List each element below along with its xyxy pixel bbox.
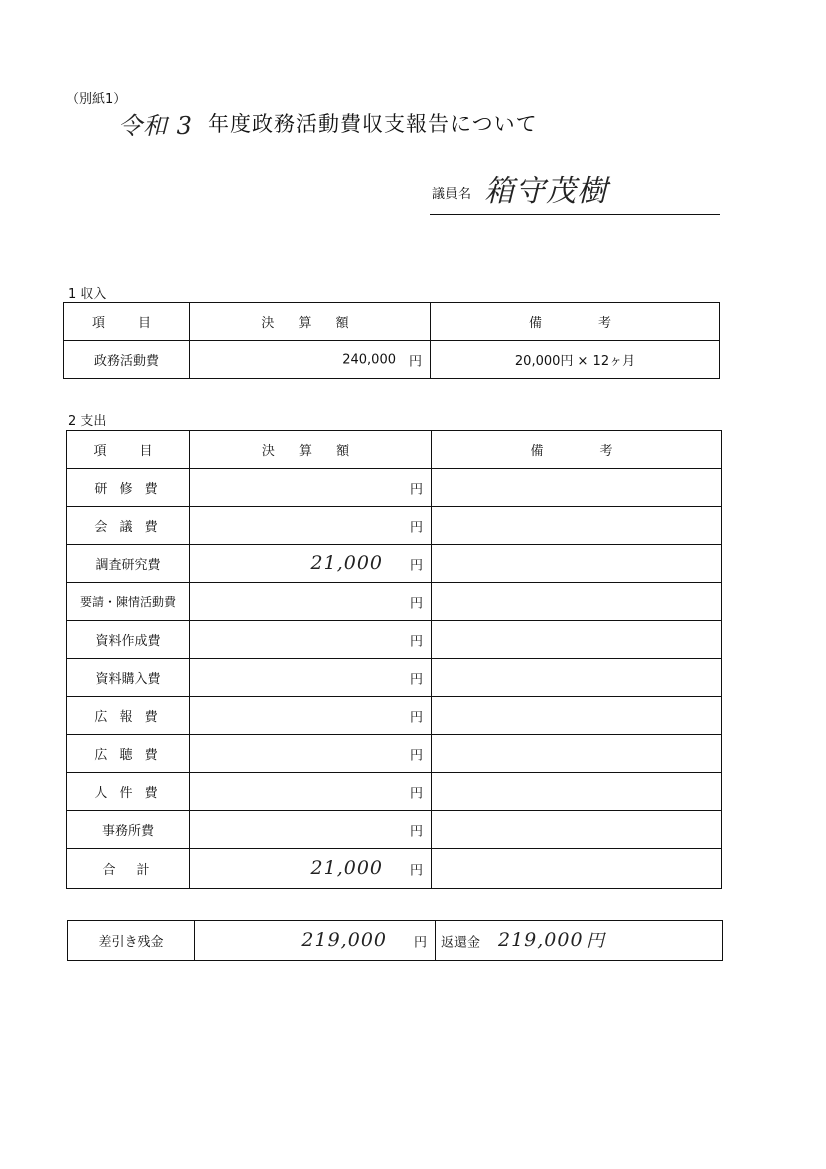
page-title: 年度政務活動費収支報告について (208, 112, 538, 136)
expense-total-unit: 円 (409, 863, 423, 878)
expense-unit: 円 (409, 634, 423, 649)
income-header-note: 備 考 (431, 303, 720, 341)
expenses-table (66, 430, 722, 889)
expense-amount-cell (190, 507, 432, 545)
expense-row (67, 811, 722, 849)
expense-note (432, 469, 722, 507)
income-header-item: 項 目 (64, 303, 190, 341)
expense-row (67, 507, 722, 545)
expense-unit: 円 (409, 748, 423, 763)
expense-item: 資料作成費 (67, 621, 190, 659)
expense-note (432, 773, 722, 811)
expense-item: 要請・陳情活動費 (67, 583, 190, 621)
expense-amount-cell (190, 811, 432, 849)
expense-item: 資料購入費 (67, 659, 190, 697)
expense-amount-cell (190, 621, 432, 659)
income-amount: 240,000 (342, 352, 396, 367)
expense-row (67, 697, 722, 735)
member-label: 議員名 (432, 187, 472, 202)
member-name-handwritten: 箱守茂樹 (484, 174, 608, 209)
expense-item: 広 聴 費 (67, 735, 190, 773)
balance-unit: 円 (413, 935, 427, 950)
income-header-amount: 決 算 額 (190, 303, 431, 341)
expense-item: 事務所費 (67, 811, 190, 849)
income-table (63, 302, 720, 379)
expense-unit: 円 (409, 482, 423, 497)
expenses-section-label: 2 支出 (68, 414, 107, 429)
expense-row (67, 621, 722, 659)
expenses-header-note: 備 考 (432, 431, 722, 469)
expense-amount-cell (190, 735, 432, 773)
expense-unit: 円 (409, 672, 423, 687)
attachment-label: （別紙1） (66, 92, 127, 107)
expense-item: 研 修 費 (67, 469, 190, 507)
expense-amount-cell (190, 469, 432, 507)
income-note: 20,000円 × 12ヶ月 (431, 341, 720, 379)
expense-total-handwritten: 21,000 (310, 856, 383, 879)
expense-note (432, 735, 722, 773)
expense-note (432, 811, 722, 849)
expense-note (432, 659, 722, 697)
income-unit: 円 (408, 354, 422, 369)
expense-unit: 円 (409, 558, 423, 573)
expense-row (67, 735, 722, 773)
expense-unit: 円 (409, 786, 423, 801)
expense-unit: 円 (409, 710, 423, 725)
era-handwritten: 令和 3 (118, 112, 193, 140)
refund-label: 返還金 (441, 935, 481, 950)
expense-item: 人 件 費 (67, 773, 190, 811)
expense-note (432, 697, 722, 735)
balance-amount-handwritten: 219,000 (301, 928, 387, 951)
income-amount-cell (190, 341, 431, 379)
refund-unit-handwritten: 円 (586, 930, 605, 952)
balance-amount-cell (195, 921, 436, 961)
expense-note (432, 583, 722, 621)
expense-item: 調査研究費 (67, 545, 190, 583)
expense-row (67, 545, 722, 583)
expense-amount-cell (190, 545, 432, 583)
expense-total-cell (190, 849, 432, 889)
expense-total-row (67, 849, 722, 889)
balance-label: 差引き残金 (68, 921, 195, 961)
refund-cell (436, 921, 723, 961)
expense-row (67, 659, 722, 697)
expense-item: 会 議 費 (67, 507, 190, 545)
refund-amount-handwritten: 219,000 (498, 928, 584, 951)
expense-amount-cell (190, 697, 432, 735)
expenses-header-item: 項 目 (67, 431, 190, 469)
expense-amount-cell (190, 583, 432, 621)
expense-amount-cell (190, 659, 432, 697)
expense-amount-cell (190, 773, 432, 811)
expense-note (432, 621, 722, 659)
expenses-header-amount: 決 算 額 (190, 431, 432, 469)
income-item: 政務活動費 (64, 341, 190, 379)
income-section-label: 1 収入 (68, 287, 107, 302)
expense-total-label: 合 計 (67, 849, 190, 889)
expense-row (67, 583, 722, 621)
expense-note (432, 545, 722, 583)
expense-item: 広 報 費 (67, 697, 190, 735)
expense-row (67, 469, 722, 507)
expense-unit: 円 (409, 520, 423, 535)
expense-unit: 円 (409, 596, 423, 611)
expense-total-note (432, 849, 722, 889)
expense-note (432, 507, 722, 545)
expense-unit: 円 (409, 824, 423, 839)
expense-amount-handwritten: 21,000 (310, 551, 383, 574)
expense-row (67, 773, 722, 811)
balance-table (67, 920, 723, 961)
member-name-underline (430, 214, 720, 215)
income-row (64, 341, 720, 379)
